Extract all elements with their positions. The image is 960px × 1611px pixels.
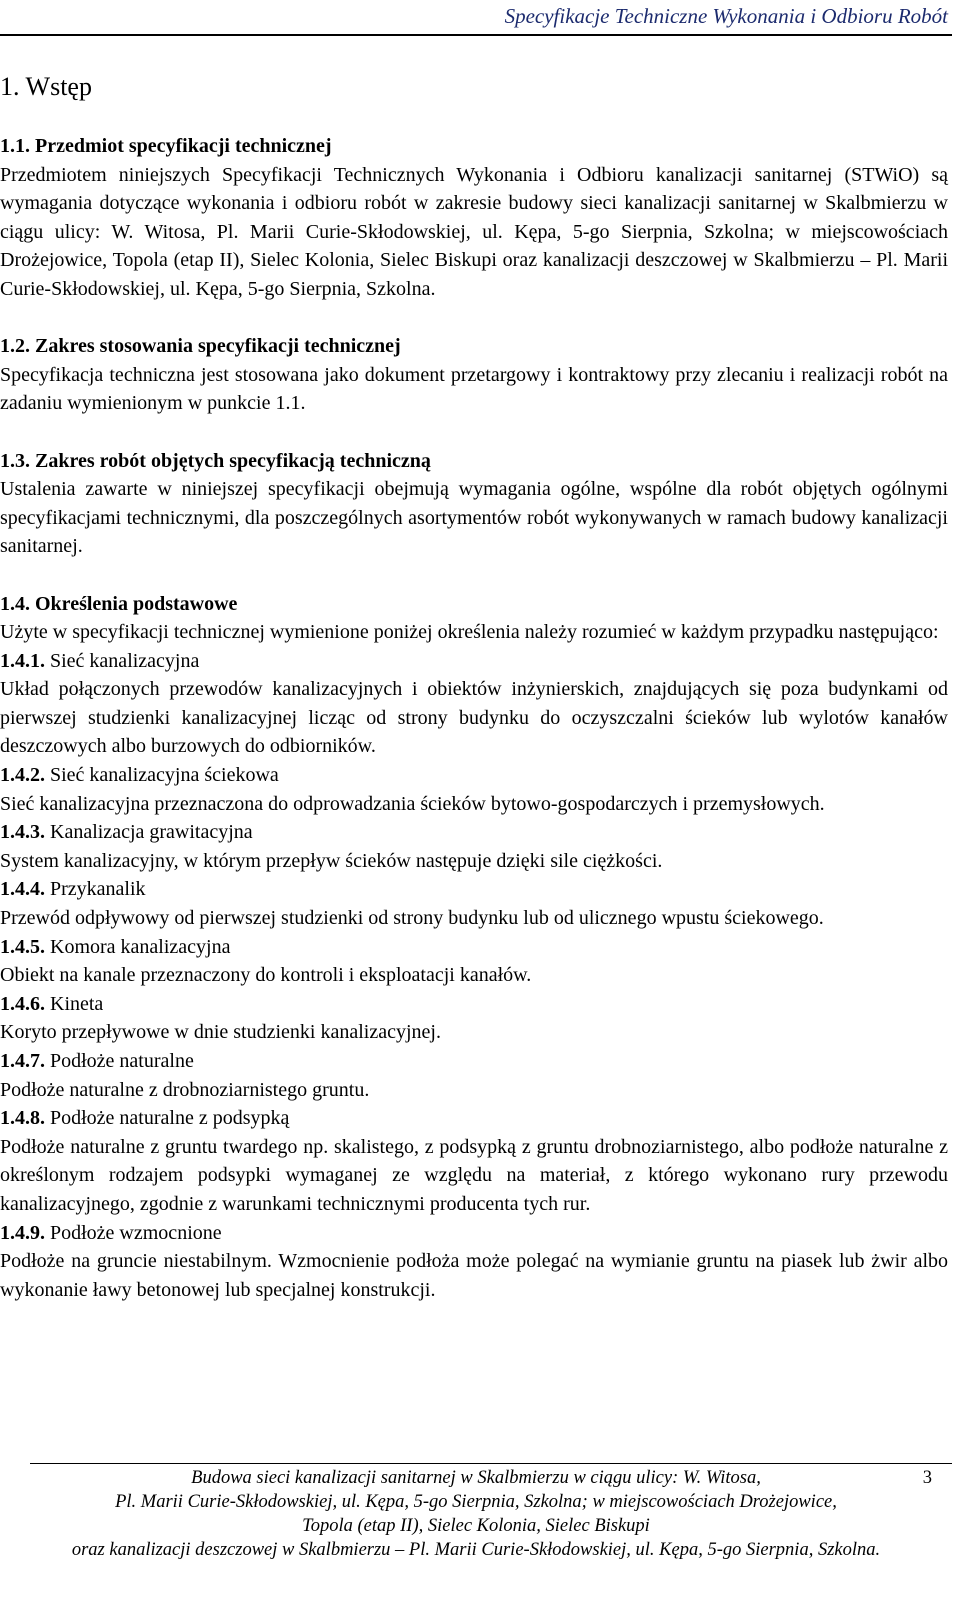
- section-number: 1.2.: [0, 335, 30, 358]
- header-rule: [0, 34, 952, 36]
- term-definition: Układ połączonych przewodów kanalizacyjnych i obiektów inżynierskich, znajdujących się poza budynkami od pierwszej studzienki kanalizacyjnej licząc od strony budynku do oczyszczalni ścieków lub wylotów kanałów deszczowych albo burzowych do odbiorników.: [0, 678, 948, 758]
- running-header: Specyfikacje Techniczne Wykonania i Odbioru Robót: [504, 4, 948, 28]
- term-name: Sieć kanalizacyjna ściekowa: [50, 764, 279, 787]
- term-definition: System kanalizacyjny, w którym przepływ ścieków następuje dzięki sile ciężkości.: [0, 849, 663, 872]
- term-heading: [0, 647, 948, 676]
- term-heading: [0, 761, 948, 790]
- term-name: Przykanalik: [50, 878, 146, 901]
- term-definition: Obiekt na kanale przeznaczony do kontroli i eksploatacji kanałów.: [0, 964, 532, 987]
- term-definition: Podłoże na gruncie niestabilnym. Wzmocnienie podłoża może polegać na wymianie gruntu na piasek lub żwir albo wykonanie ławy betonowej lub specjalnej konstrukcji.: [0, 1250, 948, 1301]
- section-heading: [0, 447, 948, 476]
- term-name: Kineta: [50, 992, 104, 1015]
- term-definition: Podłoże naturalne z gruntu twardego np. skalistego, z podsypką z gruntu drobnoziarnistego, albo podłoże naturalne z określonym rodzajem podsypki wymaganej ze względu na materiał, z którego wykonano rury przewodu kanalizacyjnego, zgodnie z warunkami technicznymi producenta tych rur.: [0, 1135, 948, 1215]
- footer-line: Pl. Marii Curie-Skłodowskiej, ul. Kępa, 5-go Sierpnia, Szkolna; w miejscowościach Drożejowice,: [115, 1492, 837, 1512]
- footer-line: oraz kanalizacji deszczowej w Skalbmierzu – Pl. Marii Curie-Skłodowskiej, ul. Kępa, 5-go Sierpnia, Szkolna.: [71, 1540, 881, 1560]
- term-heading: [0, 818, 948, 847]
- term-heading: [0, 1104, 948, 1133]
- section-paragraph: Ustalenia zawarte w niniejszej specyfikacji obejmują wymagania ogólne, wspólne dla robót objętych ogólnymi specyfikacjami technicznymi, dla poszczególnych asortymentów robót wykonywanych w ramach budowy kanalizacji sanitarnej.: [0, 478, 948, 558]
- footer-rule: [30, 1463, 952, 1464]
- section-intro: Użyte w specyfikacji technicznej wymienione poniżej określenia należy rozumieć w każdym przypadku następująco:: [0, 621, 939, 644]
- term-number: 1.4.8.: [0, 1107, 45, 1130]
- term-1-4-9: [0, 1219, 948, 1305]
- term-1-4-4: [0, 875, 948, 932]
- section-title: Określenia podstawowe: [35, 592, 238, 615]
- section-1-1: [0, 132, 948, 304]
- chapter-title: 1. Wstęp: [0, 72, 92, 101]
- term-heading: [0, 990, 948, 1019]
- term-name: Komora kanalizacyjna: [50, 935, 231, 958]
- term-definition: Podłoże naturalne z drobnoziarnistego gruntu.: [0, 1078, 370, 1101]
- term-1-4-7: [0, 1047, 948, 1104]
- term-name: Podłoże naturalne: [50, 1050, 194, 1072]
- term-name: Podłoże naturalne z podsypką: [50, 1107, 290, 1130]
- term-definition: Koryto przepływowe w dnie studzienki kanalizacyjnej.: [0, 1021, 441, 1044]
- section-number: 1.4.: [0, 592, 30, 615]
- term-1-4-8: [0, 1104, 948, 1218]
- term-number: 1.4.9.: [0, 1221, 45, 1244]
- term-number: 1.4.6.: [0, 992, 45, 1015]
- section-1-2: [0, 332, 948, 418]
- term-number: 1.4.4.: [0, 878, 45, 901]
- term-definition: Sieć kanalizacyjna przeznaczona do odprowadzania ścieków bytowo-gospodarczych i przemysłowych.: [0, 792, 825, 815]
- section-paragraph: Specyfikacja techniczna jest stosowana jako dokument przetargowy i kontraktowy przy zlecaniu i realizacji robót na zadaniu wymienionym w punkcie 1.1.: [0, 363, 948, 415]
- section-heading: [0, 332, 948, 361]
- term-number: 1.4.7.: [0, 1050, 45, 1072]
- term-heading: [0, 933, 948, 962]
- section-1-3: [0, 447, 948, 561]
- term-heading: [0, 1047, 948, 1076]
- footer-line: Budowa sieci kanalizacji sanitarnej w Skalbmierzu w ciągu ulicy: W. Witosa,: [191, 1468, 761, 1488]
- term-1-4-3: [0, 818, 948, 875]
- section-title: Zakres robót objętych specyfikacją techniczną: [35, 449, 431, 472]
- term-1-4-6: [0, 990, 948, 1047]
- section-title: Przedmiot specyfikacji technicznej: [35, 135, 332, 157]
- section-title: Zakres stosowania specyfikacji technicznej: [35, 335, 401, 358]
- term-1-4-2: [0, 761, 948, 818]
- section-number: 1.3.: [0, 449, 30, 472]
- term-definition: Przewód odpływowy od pierwszej studzienki od strony budynku lub od ulicznego wpustu ściekowego.: [0, 907, 824, 930]
- section-number: 1.1.: [0, 135, 30, 157]
- footer-line: Topola (etap II), Sielec Kolonia, Sielec Biskupi: [302, 1516, 650, 1536]
- term-number: 1.4.5.: [0, 935, 45, 958]
- page-footer: [0, 1466, 952, 1562]
- term-number: 1.4.3.: [0, 821, 45, 844]
- term-1-4-5: [0, 933, 948, 990]
- term-number: 1.4.1.: [0, 649, 45, 672]
- term-name: Sieć kanalizacyjna: [50, 649, 200, 672]
- section-paragraph: Przedmiotem niniejszych Specyfikacji Technicznych Wykonania i Odbioru kanalizacji sanitarnej (STWiO) są wymagania dotyczące wykonania i odbioru robót w zakresie budowy sieci kanalizacji sanitarnej w Skalbmierzu w ciągu ulicy: W. Witosa, Pl. Marii Curie-Skłodowskiej, ul. Kępa, 5-go Sierpnia, Szkolna; w miejscowościach Drożejowice, Topola (etap II), Sielec Kolonia, Sielec Biskupi oraz kanalizacji deszczowej w Skalbmierzu – Pl. Marii Curie-Skłodowskiej, ul. Kępa, 5-go Sierpnia, Szkolna.: [0, 163, 948, 300]
- section-heading: [0, 590, 948, 619]
- term-name: Kanalizacja grawitacyjna: [50, 821, 253, 844]
- section-heading: [0, 132, 948, 161]
- term-name: Podłoże wzmocnione: [50, 1221, 222, 1244]
- term-heading: [0, 1219, 948, 1248]
- document-body: [0, 70, 948, 1304]
- section-1-4: [0, 590, 948, 1305]
- page-number: 3: [922, 1468, 932, 1488]
- term-heading: [0, 875, 948, 904]
- term-number: 1.4.2.: [0, 764, 45, 787]
- term-1-4-1: [0, 647, 948, 761]
